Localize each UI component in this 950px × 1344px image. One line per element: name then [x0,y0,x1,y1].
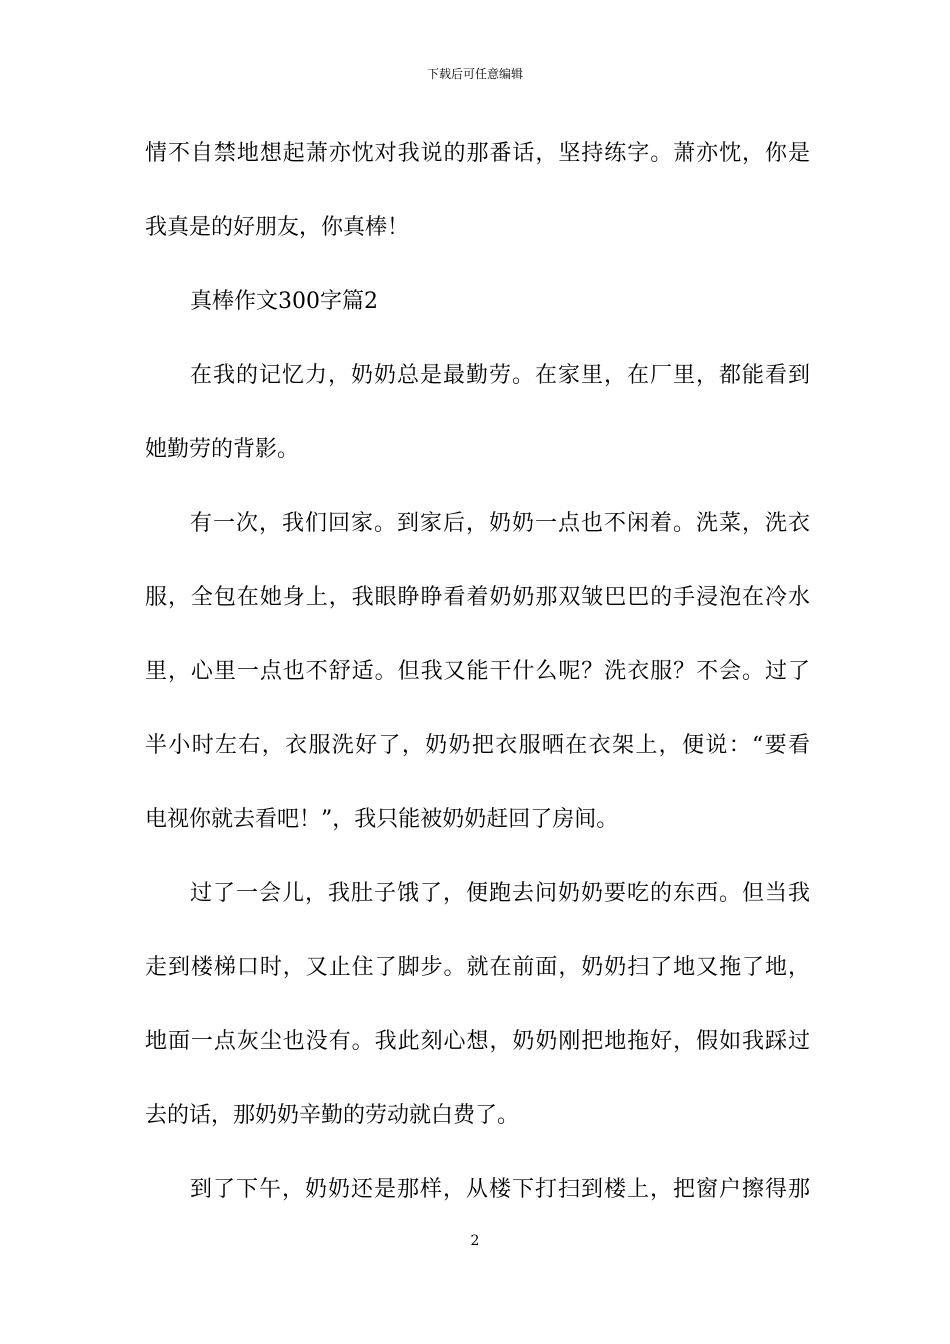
text-line: 半小时左右，衣服洗好了，奶奶把衣服晒在衣架上，便说：“要看 [145,733,810,758]
text-line: 有一次，我们回家。到家后，奶奶一点也不闲着。洗菜，洗衣 [190,511,810,536]
text-line: 里，心里一点也不舒适。但我又能干什么呢？洗衣服？不会。过了 [145,659,810,684]
text-line: 在我的记忆力，奶奶总是最勤劳。在家里，在厂里，都能看到 [190,363,810,388]
page-number: 2 [470,1233,480,1249]
page-header: 下载后可任意编辑 [426,67,523,81]
text-line: 地面一点灰尘也没有。我此刻心想，奶奶刚把地拖好，假如我踩过 [145,1029,810,1054]
section-heading: 真棒作文300字篇2 [190,289,378,314]
document-body [145,130,810,1240]
text-line: 走到楼梯口时，又止住了脚步。就在前面，奶奶扫了地又拖了地， [145,955,810,980]
text-line: 到了下午，奶奶还是那样，从楼下打扫到楼上，把窗户擦得那 [190,1177,810,1202]
text-line: 她勤劳的背影。 [145,437,300,462]
text-line: 情不自禁地想起萧亦忱对我说的那番话，坚持练字。萧亦忱，你是 [145,141,810,166]
text-line: 电视你就去看吧！”，我只能被奶奶赶回了房间。 [145,807,619,832]
text-line: 我真是的好朋友，你真棒！ [145,215,410,240]
text-line: 去的话，那奶奶辛勤的劳动就白费了。 [145,1103,520,1128]
text-line: 服，全包在她身上，我眼睁睁看着奶奶那双皱巴巴的手浸泡在冷水 [145,585,810,610]
text-line: 过了一会儿，我肚子饿了，便跑去问奶奶要吃的东西。但当我 [190,881,810,906]
